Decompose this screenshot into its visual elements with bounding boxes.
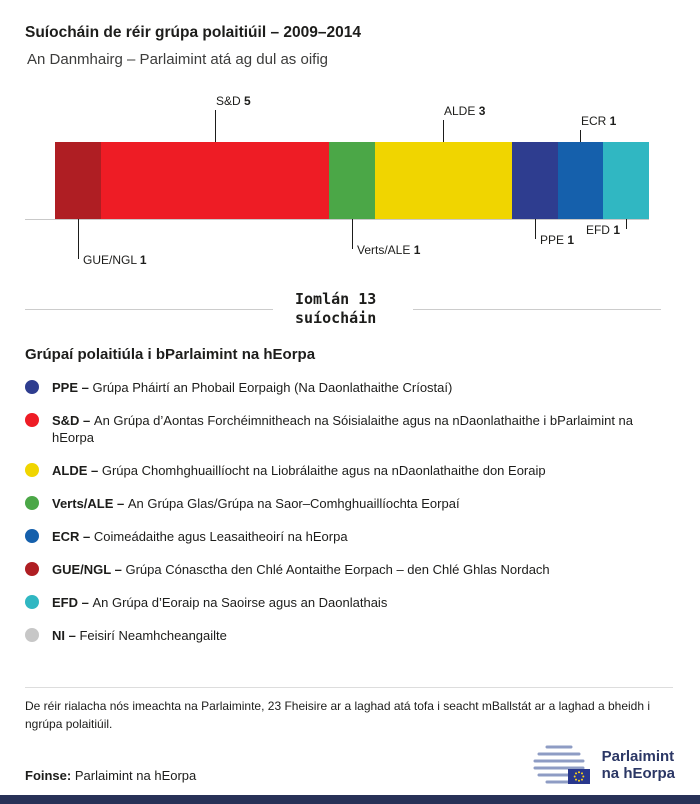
callout-line-efd	[626, 219, 627, 229]
ep-logo-text	[602, 748, 675, 782]
group-seat-count: 1	[613, 223, 620, 237]
source-line	[25, 768, 196, 783]
group-seat-count: 1	[567, 233, 575, 247]
callout-line-ppe	[535, 219, 536, 239]
legend-item-text	[52, 528, 348, 545]
bar-segment-ppe	[512, 142, 558, 219]
legend-group-description: Feisirí Neamhcheangailte	[79, 628, 227, 643]
legend-item-verts-ale	[25, 495, 675, 512]
legend-item-ppe	[25, 379, 675, 396]
ppe-color-dot	[25, 380, 39, 394]
group-name: ALDE	[444, 104, 479, 118]
bar-segment-gue-ngl	[55, 142, 101, 219]
legend-item-text	[52, 379, 452, 396]
callout-line-alde	[443, 120, 444, 142]
alde-color-dot	[25, 463, 39, 477]
bar-segment-verts-ale	[329, 142, 375, 219]
legend-item-text	[52, 627, 227, 644]
legend-group-name: S&D –	[52, 413, 94, 428]
footer-divider	[25, 687, 673, 688]
bar-segment-alde	[375, 142, 512, 219]
seat-bar	[55, 142, 649, 219]
ep-logo-text-line1: Parlaimint	[601, 748, 675, 765]
total-seats-label: Iomlán 13 suíocháin	[295, 290, 377, 327]
group-name: S&D	[216, 94, 245, 108]
ep-hemicycle-icon	[530, 742, 592, 788]
callout-label-ppe	[538, 233, 574, 248]
divider-right	[413, 309, 661, 310]
legend-item-efd	[25, 594, 675, 611]
efd-color-dot	[25, 595, 39, 609]
legend-item-ni	[25, 627, 675, 644]
callout-line-gue-ngl	[78, 219, 79, 259]
stacked-bar-chart	[25, 92, 675, 272]
group-name: GUE/NGL	[83, 253, 140, 267]
ep-logo-text-line2: na hEorpa	[601, 765, 675, 782]
legend-group-description: Grúpa Cónasctha den Chlé Aontaithe Eorpach – den Chlé Ghlas Nordach	[125, 562, 550, 577]
legend-group-description: Grúpa Chomhghuaillíocht na Liobrálaithe agus na nDaonlathaithe don Eoraip	[101, 463, 546, 478]
callout-line-ecr	[580, 130, 581, 142]
legend-group-name: Verts/ALE –	[52, 496, 128, 511]
callout-label-gue-ngl	[81, 253, 147, 268]
group-name: EFD	[585, 223, 614, 237]
bar-segment-s-d	[101, 142, 329, 219]
legend-item-text	[52, 561, 550, 578]
group-seat-count: 1	[609, 114, 617, 128]
legend-item-text	[52, 594, 387, 611]
callout-label-s-d	[214, 94, 251, 109]
page-subtitle: An Danmhairg – Parlaimint atá ag dul as oifig	[27, 51, 328, 68]
legend-item-text	[52, 462, 546, 479]
divider-left	[25, 309, 273, 310]
legend-group-name: ALDE –	[52, 463, 102, 478]
legend-item-text	[52, 495, 460, 512]
legend-group-description: Grúpa Pháirtí an Phobail Eorpaigh (Na Daonlathaithe Críostaí)	[92, 380, 453, 395]
legend-item-alde	[25, 462, 675, 479]
axis-baseline	[25, 219, 649, 220]
legend-heading: Grúpaí polaitiúla i bParlaimint na hEorpa	[25, 346, 316, 363]
group-name: Verts/ALE	[357, 243, 414, 257]
total-seats-row	[25, 290, 661, 328]
ni-color-dot	[25, 628, 39, 642]
legend-group-description: An Grúpa d’Eoraip na Saoirse agus an Daonlathais	[92, 595, 388, 610]
group-seat-count: 3	[478, 104, 486, 118]
legend-group-name: GUE/NGL –	[52, 562, 126, 577]
legend-group-name: PPE –	[52, 380, 93, 395]
callout-label-ecr	[579, 114, 616, 129]
legend-group-description: An Grúpa Glas/Grúpa na Saor–Comhghuaillíochta Eorpaí	[127, 496, 460, 511]
group-seat-count: 5	[244, 94, 251, 108]
callout-label-alde	[442, 104, 485, 119]
group-name: ECR	[581, 114, 610, 128]
legend-group-name: EFD –	[52, 595, 93, 610]
source-label: Foinse:	[25, 768, 72, 783]
legend-item-text	[52, 412, 675, 446]
bottom-bar	[0, 795, 700, 804]
page-title: Suíocháin de réir grúpa polaitiúil – 2009–2014	[25, 24, 361, 41]
verts-ale-color-dot	[25, 496, 39, 510]
group-seat-count: 1	[413, 243, 421, 257]
s-d-color-dot	[25, 413, 39, 427]
callout-line-s-d	[215, 110, 216, 142]
callout-label-efd	[586, 223, 624, 238]
legend-group-name: ECR –	[52, 529, 94, 544]
legend-group-description: Coimeádaithe agus Leasaitheoirí na hEorpa	[93, 529, 348, 544]
legend-group-description: An Grúpa d’Aontas Forchéimnitheach na Sóisialaithe agus na nDaonlathaithe i bParlaimint na hEorpa	[52, 413, 634, 445]
bar-segment-efd	[603, 142, 649, 219]
legend-item-ecr	[25, 528, 675, 545]
legend-group-name: NI –	[52, 628, 80, 643]
legend-item-gue-ngl	[25, 561, 675, 578]
ep-logo	[530, 742, 675, 788]
gue-ngl-color-dot	[25, 562, 39, 576]
legend	[25, 379, 675, 644]
ecr-color-dot	[25, 529, 39, 543]
eu-flag-icon	[568, 769, 590, 784]
legend-item-s-d	[25, 412, 675, 446]
footnote: De réir rialacha nós imeachta na Parlaiminte, 23 Fheisire ar a laghad atá tofa i seacht mBallstát ar a laghad a bheidh i ngrúpa polaitiúil.	[25, 699, 651, 731]
callout-label-verts-ale	[355, 243, 420, 258]
source-value: Parlaimint na hEorpa	[74, 768, 197, 783]
group-name: PPE	[540, 233, 568, 247]
group-seat-count: 1	[139, 253, 147, 267]
callout-line-verts-ale	[352, 219, 353, 249]
bar-segment-ecr	[558, 142, 604, 219]
